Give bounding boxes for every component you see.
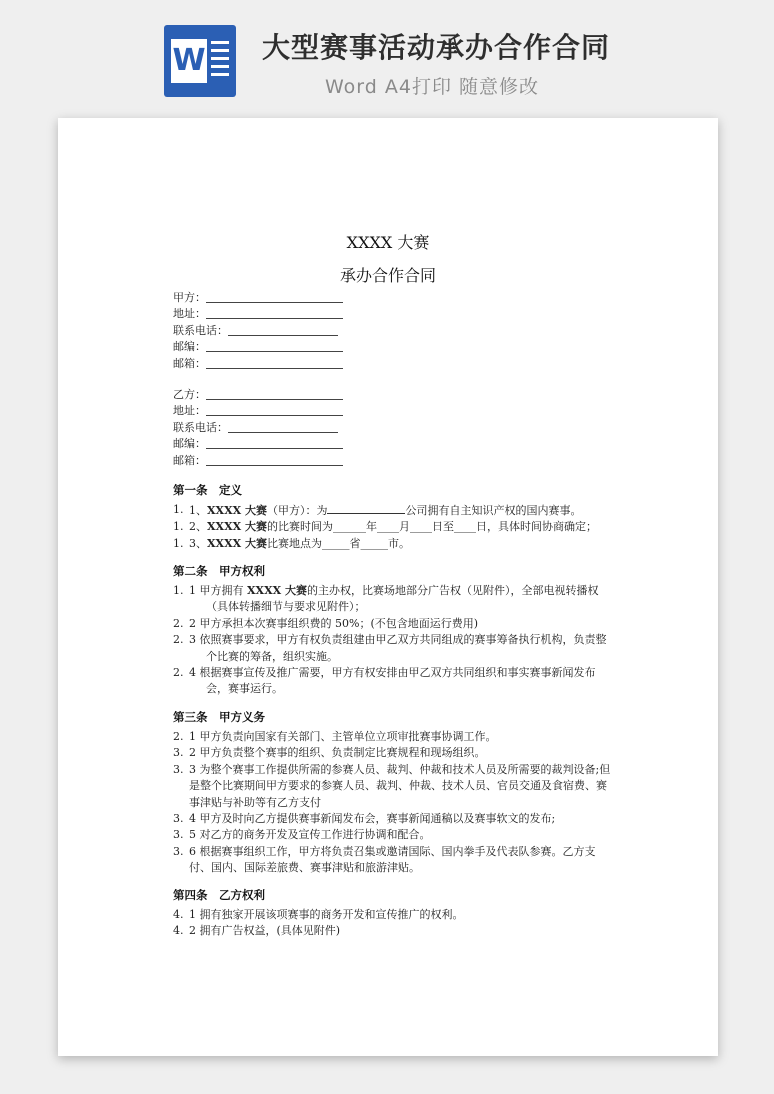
list-item	[173, 536, 613, 552]
party-a-block	[173, 290, 343, 372]
list-item	[173, 907, 613, 923]
party-b-name-row	[173, 387, 343, 403]
section-party-a-rights	[173, 563, 613, 698]
list-number: 1.	[173, 536, 184, 550]
item-text: 5 对乙方的商务开发及宣传工作进行协调和配合。	[189, 828, 431, 842]
list-number: 3.	[173, 812, 184, 826]
item-text: 6 根据赛事组织工作，甲方将负责召集或邀请国际、国内拳手及代表队参赛。乙方支付、国内、国际差旅费、赛事津贴和旅游津贴。	[189, 844, 596, 875]
party-b-address-row	[173, 403, 343, 419]
list-item	[173, 729, 613, 745]
list-item	[173, 745, 613, 761]
item-prefix: 1 甲方拥有	[189, 584, 247, 597]
fill-in-line	[206, 403, 343, 416]
item-text: 公司拥有自主知识产权的国内赛事。	[405, 504, 582, 517]
list-item	[173, 811, 613, 827]
list-number: 2.	[173, 633, 184, 647]
list-number: 1.	[173, 503, 184, 516]
item-prefix: 3、	[189, 536, 207, 550]
list-number: 4.	[173, 924, 184, 938]
document-title-line1: XXXX 大赛	[346, 233, 430, 252]
item-text: 比赛地点为_____省_____市。	[266, 536, 410, 550]
item-text: 2 甲方承担本次赛事组织费的 50%；(不包含地面运行费用)	[189, 616, 479, 630]
fill-in-line	[228, 323, 338, 336]
list-number: 2.	[173, 666, 184, 680]
list-number: 3.	[173, 844, 184, 858]
fill-in-line	[206, 453, 343, 466]
section-heading: 第三条 甲方义务	[173, 710, 265, 724]
list-item	[173, 583, 613, 616]
item-text: 1 甲方负责向国家有关部门、主管单位立项审批赛事协调工作。	[189, 730, 497, 743]
section-definitions	[173, 482, 613, 552]
list-number: 4.	[173, 908, 184, 921]
item-bold: XXXX 大赛	[247, 584, 307, 597]
field-label: 邮编：	[173, 340, 206, 354]
item-bold: XXXX 大赛	[207, 504, 267, 517]
fill-in-line	[206, 306, 343, 319]
fill-in-line	[327, 502, 405, 514]
field-label: 地址：	[173, 307, 206, 321]
section-party-a-obligations	[173, 709, 613, 877]
section-party-b-rights	[173, 887, 613, 940]
list-number: 3.	[173, 746, 184, 760]
fill-in-line	[206, 339, 343, 352]
fill-in-line	[228, 420, 338, 433]
item-text: 4 甲方及时向乙方提供赛事新闻发布会，赛事新闻通稿以及赛事软文的发布;	[189, 812, 556, 826]
party-b-block	[173, 387, 343, 469]
page-title: 大型赛事活动承办合作合同	[262, 31, 611, 64]
list-number: 2.	[173, 730, 184, 743]
field-label: 联系电话：	[173, 420, 228, 434]
field-label: 甲方：	[173, 291, 206, 304]
fill-in-line	[206, 290, 343, 303]
party-a-name-row	[173, 290, 343, 306]
fill-in-line	[206, 436, 343, 449]
word-icon-lines	[211, 41, 229, 81]
item-text: 的主办权，比赛场地部分广告权（见附件），全部电视转播权（具体转播细节与要求见附件）；	[206, 584, 599, 614]
list-number: 1.	[173, 584, 184, 597]
field-label: 邮编：	[173, 437, 206, 451]
list-number: 3.	[173, 762, 184, 776]
item-text: 3 为整个赛事工作提供所需的参赛人员、裁判、仲裁和技术人员及所需要的裁判设备;但是整个比赛期间甲方要求的参赛人员、裁判、仲裁、技术人员、官员交通及食宿费、赛事津贴与补助等有乙方支付	[189, 762, 611, 809]
list-number: 2.	[173, 616, 184, 630]
list-item	[173, 616, 613, 632]
field-label: 乙方：	[173, 388, 206, 401]
list-item	[173, 665, 613, 698]
item-text: （甲方）：为	[266, 504, 328, 517]
section-heading: 第二条 甲方权利	[173, 564, 265, 578]
item-bold: XXXX 大赛	[207, 520, 267, 534]
party-b-postcode-row	[173, 436, 343, 452]
list-item	[173, 502, 613, 519]
fill-in-line	[206, 387, 343, 400]
list-item	[173, 632, 613, 665]
fill-in-line	[206, 356, 343, 369]
field-label: 邮箱：	[173, 453, 206, 467]
list-item	[173, 844, 613, 877]
item-text: 2 甲方负责整个赛事的组织、负责制定比赛规程和现场组织。	[189, 746, 486, 760]
item-text: 3 依照赛事要求，甲方有权负责组建由甲乙双方共同组成的赛事筹备执行机构，负责整个比赛的筹备，组织实施。	[189, 633, 607, 663]
list-item	[173, 762, 613, 811]
section-heading: 第一条 定义	[173, 483, 242, 497]
item-prefix: 2、	[189, 520, 207, 534]
item-text: 的比赛时间为______年____月____日至____日，具体时间协商确定；	[266, 520, 597, 534]
party-a-phone-row	[173, 323, 343, 339]
list-number: 1.	[173, 520, 184, 534]
field-label: 地址：	[173, 404, 206, 418]
word-document-icon	[164, 25, 236, 97]
page-subtitle: Word A4打印 随意修改	[325, 76, 540, 98]
item-bold: XXXX 大赛	[207, 536, 267, 550]
item-text: 1 拥有独家开展该项赛事的商务开发和宣传推广的权利。	[189, 908, 464, 921]
party-a-postcode-row	[173, 339, 343, 355]
field-label: 联系电话：	[173, 323, 228, 337]
list-item	[173, 519, 613, 535]
list-number: 3.	[173, 828, 184, 842]
party-b-phone-row	[173, 420, 343, 436]
party-a-address-row	[173, 306, 343, 322]
document-page	[58, 118, 718, 1056]
section-heading: 第四条 乙方权利	[173, 888, 265, 902]
party-b-email-row	[173, 453, 343, 469]
page-header	[0, 0, 774, 110]
item-text: 2 拥有广告权益，(具体见附件)	[189, 924, 341, 938]
item-text: 4 根据赛事宣传及推广需要，甲方有权安排由甲乙双方共同组织和事实赛事新闻发布会，赛事运行。	[189, 666, 596, 696]
word-icon-letter: W	[171, 39, 207, 83]
field-label: 邮箱：	[173, 356, 206, 370]
item-prefix: 1、	[189, 504, 207, 517]
list-item	[173, 827, 613, 843]
document-title-line2: 承办合作合同	[339, 266, 436, 285]
list-item	[173, 923, 613, 939]
party-a-email-row	[173, 356, 343, 372]
